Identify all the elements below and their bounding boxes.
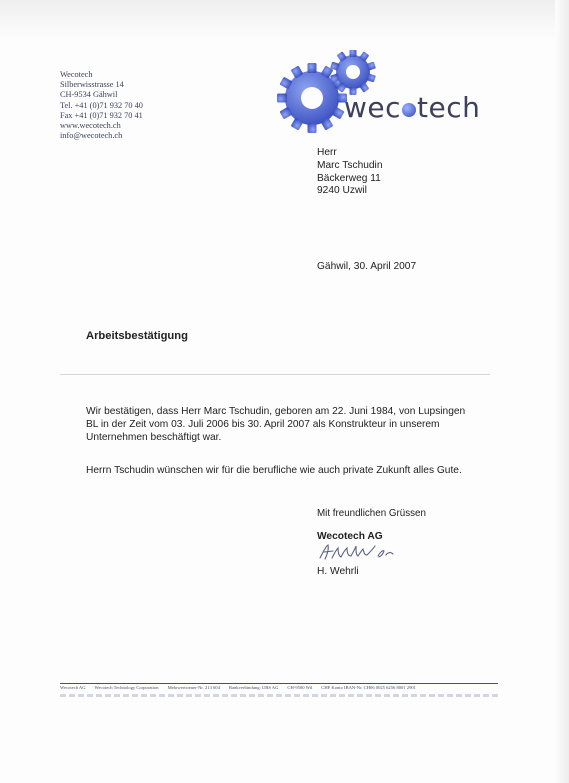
signer-name: H. Wehrli [317,566,359,577]
closing-company: Wecotech AG [317,531,383,542]
sender-line: Fax +41 (0)71 932 70 41 [60,110,143,120]
footer-item: Wecotech AG [60,685,86,690]
footer-item: Mehrwertsteuer-Nr. 213 604 [167,685,220,690]
closing-greeting: Mit freundlichen Grüssen [317,508,426,519]
scan-shadow-right [555,0,569,783]
logo-word-start: wec [344,91,402,124]
recipient-line: Herr [317,147,337,158]
body-line: Unternehmen beschäftigt war. [86,432,222,443]
logo-dot-icon [402,103,416,117]
recipient-line: 9240 Uzwil [317,185,367,197]
body-paragraph-1 [86,405,476,444]
letter-date: Gähwil, 30. April 2007 [317,261,417,272]
footer-item: Wecotech Technology Corporation [94,685,159,690]
body-paragraph-2: Herrn Tschudin wünschen wir für die berufliche wie auch private Zukunft alles Gute. [86,465,462,476]
logo-word-end: tech [417,91,481,124]
letter-subject: Arbeitsbestätigung [86,330,188,342]
footer-item: CH-9500 Wil [287,685,313,690]
sender-address-block [60,70,143,141]
body-line: BL in der Zeit vom 03. Juli 2006 bis 30. April 2007 als Konstrukteur in unserem [86,419,440,430]
sender-line: info@wecotech.ch [60,131,123,141]
sender-line: CH-9534 Gähwil [60,90,118,100]
scan-shadow-top [0,0,569,40]
footer-item: Bankverbindung: UBS AG [228,685,279,690]
fold-mark [60,374,490,375]
logo-wordmark [344,91,480,124]
sender-line: Silberwisstrasse 14 [60,80,124,90]
recipient-address-block [317,147,383,198]
sender-line: Wecotech [60,70,93,79]
footer-rule [60,683,498,684]
handwritten-signature [318,542,398,562]
recipient-line: Marc Tschudin [317,159,383,171]
footer-info [60,685,500,690]
sender-line: www.wecotech.ch [60,121,121,131]
body-line: Wir bestätigen, dass Herr Marc Tschudin, geboren am 22. Juni 1984, von Lupsingen [86,406,466,417]
footer-item: CHF Konto IBAN-Nr. CH06 0025 6256 8001 2901 [321,685,416,690]
footer-second-row-blurred [60,694,498,697]
recipient-line: Bäckerweg 11 [317,172,381,184]
sender-line: Tel. +41 (0)71 932 70 40 [60,100,143,110]
